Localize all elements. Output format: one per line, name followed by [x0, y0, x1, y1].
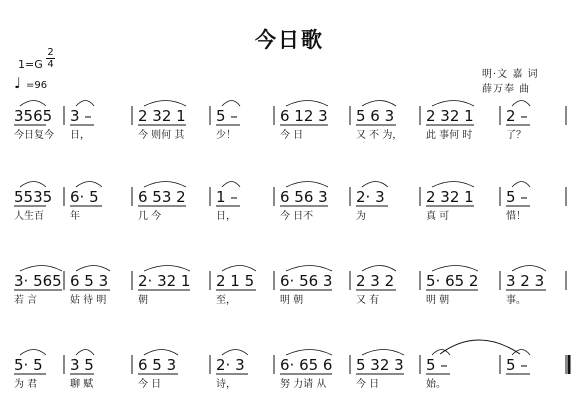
measure-lyrics: 日，	[216, 211, 236, 222]
slur-arc	[144, 182, 186, 188]
slur-arc	[512, 266, 546, 272]
measure-lyrics: 此 事何 时	[426, 130, 473, 141]
time-signature-top: 2	[47, 47, 54, 58]
measure-lyrics: 姑 待 明	[70, 295, 107, 306]
slur-arc	[76, 101, 94, 107]
measure-notes: 5 32 3	[356, 356, 404, 374]
slur-arc	[20, 182, 46, 188]
measure-notes: 2 –	[506, 107, 528, 125]
measure-lyrics: 为	[356, 211, 366, 222]
slur-arc	[362, 350, 404, 356]
measure-lyrics: 今 则何 其	[138, 130, 185, 141]
measure-lyrics: 为 君	[14, 379, 38, 390]
measure-lyrics: 少！	[216, 130, 236, 141]
slur-arc	[144, 350, 178, 356]
measure-notes: 6· 56 3	[280, 272, 333, 290]
measure-notes: 5· 5	[14, 356, 43, 374]
tie-arc	[440, 340, 520, 354]
measure-notes: 3565	[14, 107, 53, 125]
slur-arc	[20, 350, 46, 356]
measure-lyrics: 几 今	[138, 211, 162, 222]
measure-lyrics: 今 日不	[280, 211, 314, 222]
measure-notes: 2· 32 1	[138, 272, 191, 290]
measure-notes: 1 –	[216, 188, 238, 206]
composer-credit: 薛万奉 曲	[482, 84, 531, 95]
measure-notes: 3 –	[70, 107, 92, 125]
slur-arc	[20, 266, 62, 272]
measure-lyrics: 若 言	[14, 295, 38, 306]
measure-lyrics: 今 日	[280, 130, 304, 141]
slur-arc	[286, 101, 328, 107]
quarter-note-icon: ♩	[14, 74, 22, 92]
slur-arc	[286, 182, 328, 188]
measure-notes: 2 3 2	[356, 272, 395, 290]
key-signature: 1=G	[18, 58, 43, 71]
measure-lyrics: 今日复今	[14, 130, 54, 141]
measure-lyrics: 始。	[426, 379, 446, 390]
measure-lyrics: 明 朝	[426, 295, 450, 306]
measure-notes: 5 –	[216, 107, 238, 125]
slur-arc	[432, 182, 474, 188]
measure-notes: 6 5 3	[138, 356, 177, 374]
slur-arc	[432, 101, 474, 107]
slur-arc	[286, 350, 332, 356]
measure-notes: 5 6 3	[356, 107, 395, 125]
measure-notes: 6· 65 6	[280, 356, 333, 374]
measure-notes: 6· 5	[70, 188, 99, 206]
slur-arc	[512, 101, 530, 107]
measure-notes: 6 53 2	[138, 188, 186, 206]
measure-lyrics: 真 可	[426, 211, 450, 222]
time-signature-bottom: 4	[47, 59, 54, 70]
measure-notes: 6 56 3	[280, 188, 328, 206]
measure-lyrics: 今 日	[356, 379, 380, 390]
measure-notes: 2 32 1	[138, 107, 186, 125]
measure-lyrics: 事。	[506, 295, 526, 306]
measure-notes: 5 –	[426, 356, 448, 374]
slur-arc	[432, 350, 450, 356]
measure-lyrics: 明 朝	[280, 295, 304, 306]
tempo-marking: =96	[26, 80, 48, 91]
measure-notes: 5535	[14, 188, 53, 206]
slur-arc	[362, 266, 396, 272]
measure-lyrics: 努 力请 从	[280, 379, 327, 390]
measure-notes: 6 5 3	[70, 272, 109, 290]
measure-lyrics: 聊 赋	[70, 379, 94, 390]
slur-arc	[222, 101, 240, 107]
slur-arc	[362, 182, 388, 188]
measure-lyrics: 诗，	[216, 379, 236, 390]
measure-notes: 2 32 1	[426, 107, 474, 125]
slur-arc	[222, 350, 248, 356]
measure-notes: 2· 3	[216, 356, 245, 374]
measure-lyrics: 人生百	[14, 211, 44, 222]
measure-lyrics: 年	[70, 211, 80, 222]
slur-arc	[76, 266, 110, 272]
slur-arc	[432, 266, 478, 272]
measure-lyrics: 惜！	[506, 211, 526, 222]
measure-lyrics: 今 日	[138, 379, 162, 390]
measure-notes: 5 –	[506, 356, 528, 374]
measure-notes: 6 12 3	[280, 107, 328, 125]
slur-arc	[76, 182, 102, 188]
measure-notes: 3 5	[70, 356, 94, 374]
slur-arc	[144, 101, 186, 107]
measure-lyrics: 了？	[506, 130, 526, 141]
measure-notes: 2· 3	[356, 188, 385, 206]
song-title: 今日歌	[255, 27, 324, 52]
slur-arc	[512, 182, 530, 188]
measure-lyrics: 又 有	[356, 295, 380, 306]
measure-lyrics: 至，	[216, 295, 236, 306]
measure-notes: 5 –	[506, 188, 528, 206]
slur-arc	[222, 266, 256, 272]
measure-notes: 3 2 3	[506, 272, 545, 290]
measure-notes: 2 32 1	[426, 188, 474, 206]
measure-notes: 2 1 5	[216, 272, 255, 290]
lyricist-credit: 明·文 嘉 词	[482, 69, 539, 80]
measure-notes: 5· 65 2	[426, 272, 479, 290]
slur-arc	[222, 182, 240, 188]
measure-lyrics: 又 不 为，	[356, 130, 403, 141]
slur-arc	[76, 350, 94, 356]
measure-lyrics: 朝	[138, 295, 148, 306]
measure-notes: 3· 565	[14, 272, 62, 290]
slur-arc	[20, 101, 46, 107]
slur-arc	[144, 266, 190, 272]
measure-lyrics: 日，	[70, 130, 90, 141]
slur-arc	[362, 101, 396, 107]
slur-arc	[286, 266, 332, 272]
